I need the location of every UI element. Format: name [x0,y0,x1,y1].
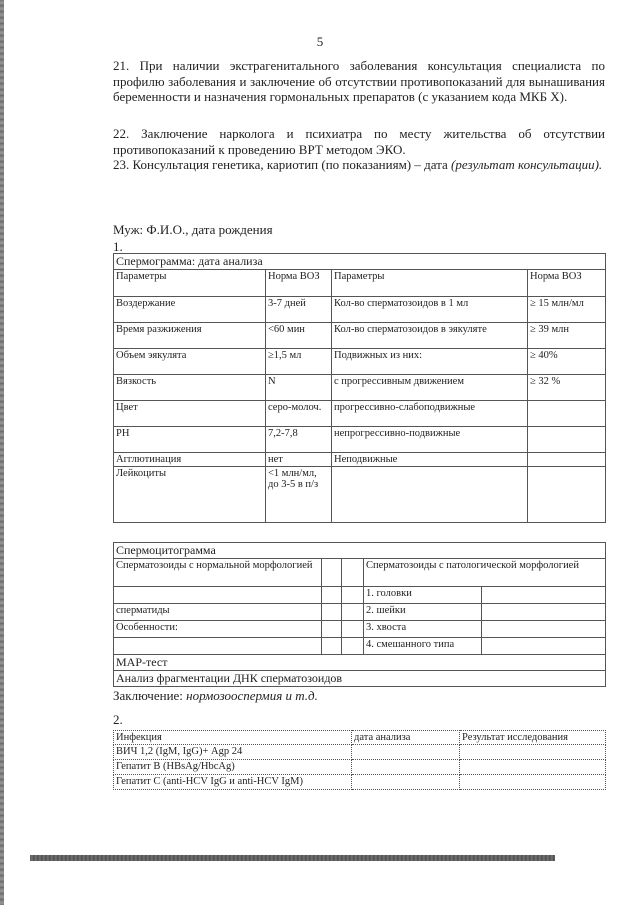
cell: Вязкость [114,375,266,401]
cell: Воздержание [114,297,266,323]
cell: 3-7 дней [266,297,332,323]
header-params-1: Параметры [114,270,266,297]
cell [482,638,606,655]
cell: ≥ 40% [528,349,606,375]
item-21: 21. При наличии экстрагенитального заболевания консультация специалиста по профилю заболевания и заключение об отсутствии противопоказаний для вынашивания беременности и назначения гормональных препаратов (с указанием кода МКБ Х). [113,58,605,104]
cell [114,587,322,604]
cell: ≥1,5 мл [266,349,332,375]
cell [322,638,342,655]
map-test: MAP-тест [114,655,606,671]
spermocytogram-title: Спермоцитограмма [114,543,606,559]
features-label: Особенности: [114,621,322,638]
cell [342,638,364,655]
table-row [114,453,606,467]
item-23-text: 23. Консультация генетика, кариотип (по показаниям) – дата [113,157,452,172]
cell [332,467,528,523]
cell [322,604,342,621]
item-23-italic: (результат консультации). [451,157,603,172]
cell: ≥ 32 % [528,375,606,401]
normal-morphology-label: Сперматозоиды с нормальной морфологией [114,559,322,587]
table-row [114,401,606,427]
pathology-head: 1. головки [364,587,482,604]
cell: ≥ 39 млн [528,323,606,349]
item-23 [113,157,605,173]
cell: Время разжижения [114,323,266,349]
header-date: дата анализа [352,731,460,745]
spermatids-label: сперматиды [114,604,322,621]
infection-name: Гепатит В (HBsAg/HbcAg) [114,760,352,775]
cell: ≥ 15 млн/мл [528,297,606,323]
header-params-2: Параметры [332,270,528,297]
scan-edge-left [0,0,4,905]
cell [460,745,606,760]
cell: серо-молоч. [266,401,332,427]
cell: N [266,375,332,401]
cell: Подвижных из них: [332,349,528,375]
cell: Объем эякулята [114,349,266,375]
cell [352,760,460,775]
cell [528,427,606,453]
table-row [114,760,606,775]
table-row [114,349,606,375]
spermocytogram-table [113,542,606,687]
table-row [114,323,606,349]
cell [322,587,342,604]
infection-name: ВИЧ 1,2 (IgM, IgG)+ Agp 24 [114,745,352,760]
cell: 7,2-7,8 [266,427,332,453]
table-row [114,427,606,453]
section-number-2: 2. [113,712,123,727]
cell [114,638,322,655]
table-row [114,375,606,401]
cell [342,604,364,621]
cell: Кол-во сперматозоидов в эякуляте [332,323,528,349]
cell [352,775,460,790]
pathology-neck: 2. шейки [364,604,482,621]
header-infection: Инфекция [114,731,352,745]
cell [528,401,606,427]
header-norm-1: Норма ВОЗ [266,270,332,297]
cell [322,559,342,587]
cell [460,775,606,790]
table-row [114,745,606,760]
cell [528,467,606,523]
cell: нет [266,453,332,467]
pathology-mixed: 4. смешанного типа [364,638,482,655]
cell: Кол-во сперматозоидов в 1 мл [332,297,528,323]
spermogram-table [113,253,606,523]
cell [352,745,460,760]
spermogram-title: Спермограмма: дата анализа [114,254,606,270]
item-22: 22. Заключение нарколога и психиатра по месту жительства об отсутствии противопоказаний к проведению ВРТ методом ЭКО. [113,126,605,157]
cell: <1 млн/мл, до 3-5 в п/з [266,467,332,523]
header-result: Результат исследования [460,731,606,745]
section-number-1: 1. [113,239,123,254]
cell [342,587,364,604]
cell [342,621,364,638]
cell: с прогрессивным движением [332,375,528,401]
cell: <60 мин [266,323,332,349]
dna-fragmentation: Анализ фрагментации ДНК сперматозоидов [114,671,606,687]
cell: Лейкоциты [114,467,266,523]
cell: непрогрессивно-подвижные [332,427,528,453]
conclusion-example: нормозооспермия и т.д. [186,688,318,703]
table-row [114,297,606,323]
cell: Цвет [114,401,266,427]
cell: прогрессивно-слабоподвижные [332,401,528,427]
cell [528,453,606,467]
page-number: 5 [316,34,324,49]
cell [342,559,364,587]
cell [322,621,342,638]
conclusion-label: Заключение: [113,688,187,703]
table-row [114,467,606,523]
cell: Неподвижные [332,453,528,467]
cell: Агглютинация [114,453,266,467]
cell [460,760,606,775]
conclusion [113,688,318,704]
husband-label: Муж: Ф.И.О., дата рождения [113,222,273,237]
header-norm-2: Норма ВОЗ [528,270,606,297]
pathology-tail: 3. хвоста [364,621,482,638]
cell [482,621,606,638]
cell [482,604,606,621]
cell [482,587,606,604]
pathology-morphology-label: Сперматозоиды с патологической морфологией [364,559,606,587]
cell: PH [114,427,266,453]
infection-name: Гепатит С (anti-HCV IgG и anti-HCV IgM) [114,775,352,790]
table-row [114,775,606,790]
infections-table [113,730,606,790]
scan-edge-bottom [30,855,555,861]
